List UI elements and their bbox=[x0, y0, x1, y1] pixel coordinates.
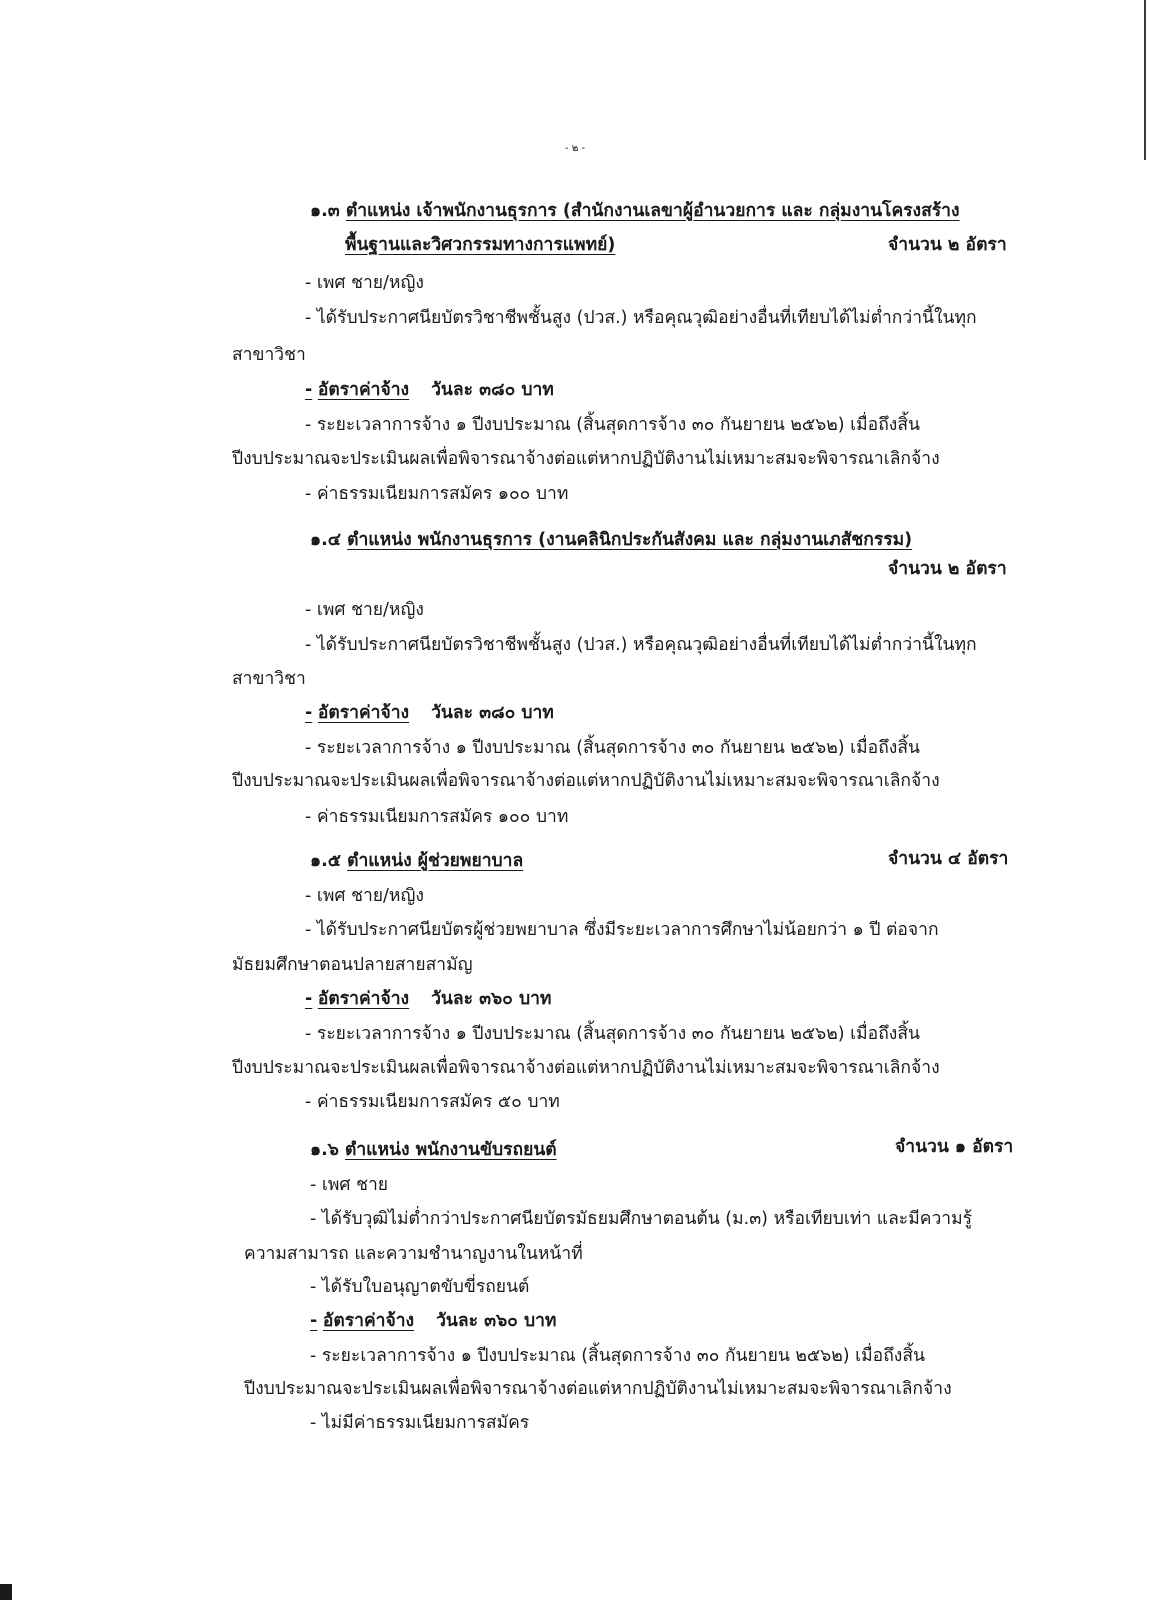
section-1-3-count: จำนวน ๒ อัตรา bbox=[888, 235, 1007, 255]
section-1-5-fee: - ค่าธรรมเนียมการสมัคร ๕๐ บาท bbox=[305, 1092, 560, 1112]
section-1-6-fee: - ไม่มีค่าธรรมเนียมการสมัคร bbox=[310, 1413, 530, 1433]
section-title: ตำแหน่ง ผู้ช่วยพยาบาล bbox=[347, 851, 524, 871]
section-1-6-qualification-line-1: - ได้รับวุฒิไม่ต่ำกว่าประกาศนียบัตรมัธยมศึกษาตอนต้น (ม.๓) หรือเทียบเท่า และมีความรู้ bbox=[310, 1209, 973, 1229]
section-title: ตำแหน่ง พนักงานธุรการ (งานคลินิกประกันสังคม และ กลุ่มงานเภสัชกรรม) bbox=[347, 530, 913, 550]
section-1-5-gender: - เพศ ชาย/หญิง bbox=[305, 886, 424, 906]
section-1-3-gender: - เพศ ชาย/หญิง bbox=[305, 273, 424, 293]
section-1-6-qualification-line-2: ความสามารถ และความชำนาญงานในหน้าที่ bbox=[244, 1244, 583, 1264]
section-1-4-heading bbox=[310, 527, 912, 553]
page-number: - ๒ - bbox=[564, 143, 586, 154]
section-1-6-period-line-1: - ระยะเวลาการจ้าง ๑ ปีงบประมาณ (สิ้นสุดการจ้าง ๓๐ กันยายน ๒๕๖๒) เมื่อถึงสิ้น bbox=[310, 1346, 925, 1366]
section-1-4-period-line-1: - ระยะเวลาการจ้าง ๑ ปีงบประมาณ (สิ้นสุดการจ้าง ๓๐ กันยายน ๒๕๖๒) เมื่อถึงสิ้น bbox=[305, 738, 920, 758]
section-1-5-rate: - อัตราค่าจ้าง วันละ ๓๖๐ บาท bbox=[305, 989, 552, 1009]
section-1-5-period-line-1: - ระยะเวลาการจ้าง ๑ ปีงบประมาณ (สิ้นสุดการจ้าง ๓๐ กันยายน ๒๕๖๒) เมื่อถึงสิ้น bbox=[305, 1024, 920, 1044]
section-1-4-fee: - ค่าธรรมเนียมการสมัคร ๑๐๐ บาท bbox=[305, 807, 569, 827]
section-1-5-count: จำนวน ๔ อัตรา bbox=[888, 849, 1009, 869]
section-1-3-qualification-line-2: สาขาวิชา bbox=[232, 345, 306, 365]
section-1-4-gender: - เพศ ชาย/หญิง bbox=[305, 600, 424, 620]
section-1-3-period-line-1: - ระยะเวลาการจ้าง ๑ ปีงบประมาณ (สิ้นสุดการจ้าง ๓๐ กันยายน ๒๕๖๒) เมื่อถึงสิ้น bbox=[305, 415, 920, 435]
section-1-6-count: จำนวน ๑ อัตรา bbox=[895, 1137, 1014, 1157]
section-1-3-fee: - ค่าธรรมเนียมการสมัคร ๑๐๐ บาท bbox=[305, 484, 569, 504]
section-1-5-heading bbox=[310, 848, 523, 874]
section-title: ตำแหน่ง พนักงานขับรถยนต์ bbox=[344, 1140, 557, 1160]
section-1-6-rate: - อัตราค่าจ้าง วันละ ๓๖๐ บาท bbox=[310, 1311, 557, 1331]
section-1-4-rate: - อัตราค่าจ้าง วันละ ๓๘๐ บาท bbox=[305, 703, 554, 723]
section-1-5-period-line-2: ปีงบประมาณจะประเมินผลเพื่อพิจารณาจ้างต่อแต่หากปฏิบัติงานไม่เหมาะสมจะพิจารณาเลิกจ้าง bbox=[232, 1058, 940, 1078]
section-1-3-qualification-line-1: - ได้รับประกาศนียบัตรวิชาชีพชั้นสูง (ปวส.) หรือคุณวุฒิอย่างอื่นที่เทียบได้ไม่ต่ำกว่านี้ในทุก bbox=[305, 308, 977, 328]
section-number: ๑.๔ bbox=[310, 530, 342, 550]
section-1-3-period-line-2: ปีงบประมาณจะประเมินผลเพื่อพิจารณาจ้างต่อแต่หากปฏิบัติงานไม่เหมาะสมจะพิจารณาเลิกจ้าง bbox=[232, 449, 940, 469]
scan-corner-mark bbox=[0, 1584, 12, 1600]
section-1-6-heading bbox=[310, 1137, 557, 1163]
section-number: ๑.๕ bbox=[310, 851, 342, 871]
section-1-4-qualification-line-2: สาขาวิชา bbox=[232, 669, 306, 689]
section-1-5-qualification-line-1: - ได้รับประกาศนียบัตรผู้ช่วยพยาบาล ซึ่งมีระยะเวลาการศึกษาไม่น้อยกว่า ๑ ปี ต่อจาก bbox=[305, 920, 939, 940]
section-title: ตำแหน่ง เจ้าพนักงานธุรการ (สำนักงานเลขาผู้อำนวยการ และ กลุ่มงานโครงสร้าง bbox=[345, 201, 960, 221]
section-1-6-gender: - เพศ ชาย bbox=[310, 1175, 389, 1195]
section-1-3-rate: - อัตราค่าจ้าง วันละ ๓๘๐ บาท bbox=[305, 380, 554, 400]
section-1-4-qualification-line-1: - ได้รับประกาศนียบัตรวิชาชีพชั้นสูง (ปวส.) หรือคุณวุฒิอย่างอื่นที่เทียบได้ไม่ต่ำกว่านี้ในทุก bbox=[305, 635, 977, 655]
section-1-4-count: จำนวน ๒ อัตรา bbox=[888, 559, 1007, 579]
section-1-3-title-cont: พื้นฐานและวิศวกรรมทางการแพทย์) bbox=[345, 235, 616, 255]
section-1-6-period-line-2: ปีงบประมาณจะประเมินผลเพื่อพิจารณาจ้างต่อแต่หากปฏิบัติงานไม่เหมาะสมจะพิจารณาเลิกจ้าง bbox=[244, 1379, 952, 1399]
section-1-4-period-line-2: ปีงบประมาณจะประเมินผลเพื่อพิจารณาจ้างต่อแต่หากปฏิบัติงานไม่เหมาะสมจะพิจารณาเลิกจ้าง bbox=[232, 771, 940, 791]
section-number: ๑.๓ bbox=[310, 201, 340, 221]
section-number: ๑.๖ bbox=[310, 1140, 339, 1160]
section-1-3-heading bbox=[310, 198, 960, 224]
section-1-6-license: - ได้รับใบอนุญาตขับขี่รถยนต์ bbox=[310, 1277, 530, 1297]
section-1-5-qualification-line-2: มัธยมศึกษาตอนปลายสายสามัญ bbox=[232, 955, 473, 975]
